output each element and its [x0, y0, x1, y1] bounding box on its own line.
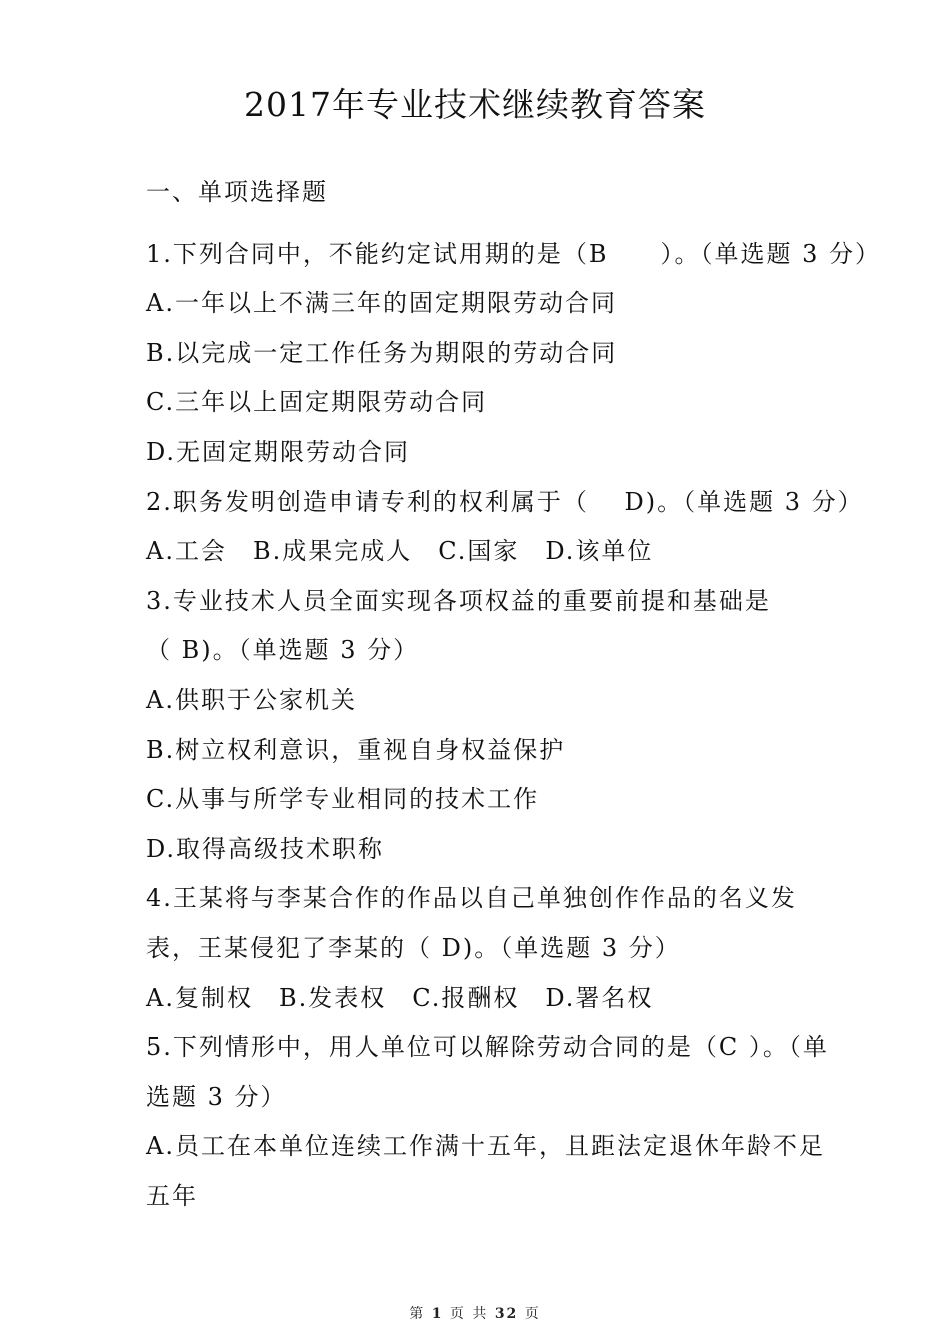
footer-page-number: 1: [431, 1306, 444, 1322]
document-body: [146, 168, 882, 1221]
question-1-option-b: B.以完成一定工作任务为期限的劳动合同: [146, 338, 618, 367]
question-2-options: A.工会 B.成果完成人 C.国家 D.该单位: [146, 537, 654, 566]
question-5-option-a: A.员工在本单位连续工作满十五年，且距法定退休年龄不足: [146, 1132, 825, 1161]
question-5-stem: 5.下列情形中，用人单位可以解除劳动合同的是（C ）。（单: [146, 1033, 829, 1062]
question-3-option-d: D.取得高级技术职称: [146, 834, 385, 863]
question-3-option-c: C.从事与所学专业相同的技术工作: [146, 785, 540, 814]
footer-prefix: 第: [409, 1306, 426, 1322]
question-4-stem-continued: 表，王某侵犯了李某的（ D)。（单选题 3 分）: [146, 933, 681, 962]
footer-total-pages: 32: [494, 1306, 519, 1322]
question-1-option-a: A.一年以上不满三年的固定期限劳动合同: [146, 289, 617, 318]
question-4-options: A.复制权 B.发表权 C.报酬权 D.署名权: [146, 983, 654, 1012]
document-title: 2017年专业技术继续教育答案: [244, 85, 706, 124]
footer-middle: 页 共: [449, 1306, 489, 1322]
footer-suffix: 页: [524, 1306, 541, 1322]
question-4-stem: 4.王某将与李某合作的作品以自己单独创作作品的名义发: [146, 884, 797, 913]
question-5-stem-continued: 选题 3 分）: [146, 1082, 287, 1111]
question-3-stem: 3.专业技术人员全面实现各项权益的重要前提和基础是: [146, 586, 771, 615]
question-3-stem-continued: （ B)。（单选题 3 分）: [146, 636, 420, 665]
question-5-option-a-continued: 五年: [146, 1181, 198, 1210]
question-1-option-c: C.三年以上固定期限劳动合同: [146, 388, 488, 417]
question-3-option-a: A.供职于公家机关: [146, 685, 357, 714]
section-heading: 一、单项选择题: [146, 178, 328, 206]
question-3-option-b: B.树立权利意识，重视自身权益保护: [146, 735, 566, 764]
question-1-option-d: D.无固定期限劳动合同: [146, 437, 411, 466]
question-2-stem: 2.职务发明创造申请专利的权利属于（ D)。（单选题 3 分）: [146, 487, 864, 516]
page-footer: [0, 1304, 950, 1324]
question-1-stem: 1.下列合同中，不能约定试用期的是（B ）。（单选题 3 分）: [146, 239, 882, 268]
